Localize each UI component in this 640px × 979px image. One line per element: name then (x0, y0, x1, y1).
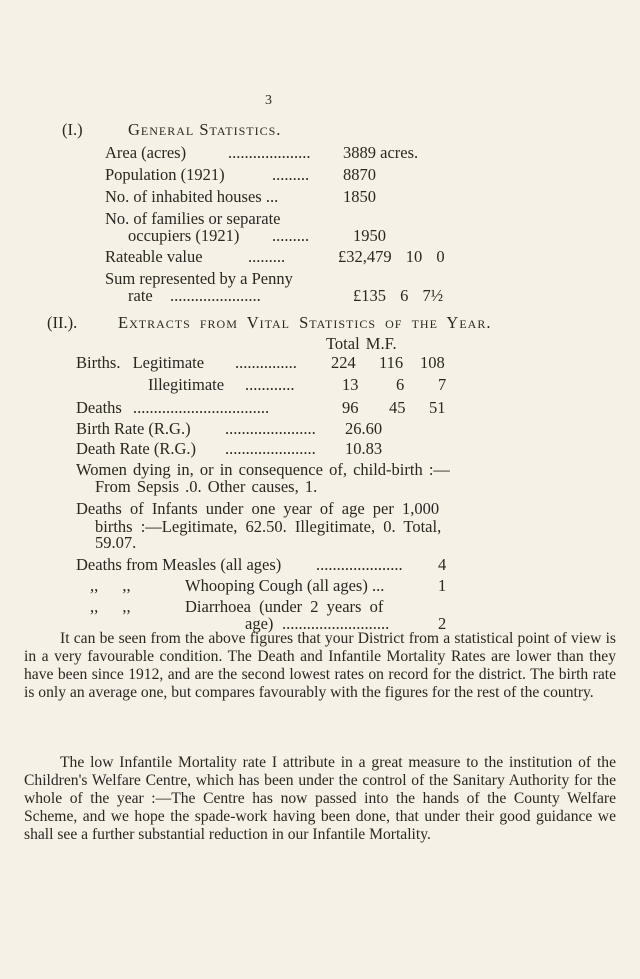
deaths-f: 51 (429, 398, 446, 417)
row-leader: ......... (272, 226, 310, 245)
row-leader: ...................... (170, 286, 261, 305)
body-text (24, 754, 616, 844)
deaths-label: Deaths (76, 398, 122, 417)
row-leader: ..................... (316, 555, 403, 574)
row-value-occupiers: 1950 (353, 226, 386, 245)
women-dying-line: Women dying in, or in consequence of, child-birth :— (76, 460, 450, 479)
birth-rate-label: Birth Rate (R.G.) (76, 419, 191, 438)
measles-label: Deaths from Measles (all ages) (76, 555, 282, 574)
row-value-penny-rate: £135 6 7½ (353, 286, 444, 305)
row-label-area: Area (acres) (105, 143, 187, 162)
whooping-cough-label: Whooping Cough (all ages) ... (185, 576, 385, 595)
row-label-penny: Sum represented by a Penny (105, 269, 293, 288)
measles-value: 4 (438, 555, 447, 574)
row-label-population: Population (1921) (105, 165, 225, 184)
body-text (24, 630, 616, 702)
row-leader: .......................... (282, 614, 390, 633)
section1-heading: General Statistics. (128, 120, 282, 139)
page-number: 3 (265, 93, 272, 108)
diarrhoea-ditto: ,, ,, (90, 597, 131, 616)
section2-number: (II.). (47, 313, 78, 332)
whooping-cough-value: 1 (438, 576, 447, 595)
death-rate-value: 10.83 (345, 439, 383, 458)
row-leader: ...................... (225, 439, 316, 458)
row-label-rateable: Rateable value (105, 247, 203, 266)
row-leader: ......... (248, 247, 286, 266)
diarrhoea-label: Diarrhoea (under 2 years of (185, 597, 384, 616)
births-illegitimate-total: 13 (342, 375, 359, 394)
row-leader: ............ (245, 375, 295, 394)
row-value-rateable: £32,479 10 0 (338, 247, 445, 266)
infant-deaths-line2: births :—Legitimate, 62.50. Illegitimate, 0. Total, (95, 517, 442, 536)
column-headers: Total M.F. (326, 334, 397, 353)
whooping-ditto: ,, ,, (90, 576, 131, 595)
births-illegitimate-label: Illegitimate (148, 375, 225, 394)
paragraph-2: The low Infantile Mortality rate I attribute in a great measure to the institution of the Children's Welfare Centre, which has been under the control of the Sanitary Authority for the whole of the year :—The Centre has now passed into the hands of the County Welfare Scheme, and we hope the spade-work having been done, that under their good guidance we shall see a further substantial reduction in our Infantile Mortality. (24, 754, 616, 843)
paragraph-1: It can be seen from the above figures that your District from a statistical point of view is in a very favourable condition. The Death and Infantile Mortality Rates are lower than they have been since 1912, and are the second lowest rates on record for the district. The birth rate is only an average one, but compares favourably with the figures for the rest of the country. (24, 630, 616, 701)
births-illegitimate-m: 6 (396, 375, 405, 394)
births-legitimate-m: 116 (379, 353, 404, 372)
row-value-houses: 1850 (343, 187, 376, 206)
births-legitimate-label: Births. Legitimate (76, 353, 205, 372)
row-value-area: 3889 acres. (343, 143, 419, 162)
deaths-total: 96 (342, 398, 359, 417)
diarrhoea-value: 2 (438, 614, 447, 633)
infant-deaths-line3: 59.07. (95, 533, 137, 552)
diarrhoea-label-age: age) (245, 614, 274, 633)
row-label-families: No. of families or separate (105, 209, 281, 228)
row-leader: .................... (228, 143, 311, 162)
row-value-population: 8870 (343, 165, 376, 184)
row-leader: ...................... (225, 419, 316, 438)
women-dying-causes: From Sepsis .0. Other causes, 1. (95, 477, 318, 496)
births-illegitimate-f: 7 (438, 375, 447, 394)
death-rate-label: Death Rate (R.G.) (76, 439, 197, 458)
row-label-occupiers: occupiers (1921) (128, 226, 240, 245)
row-label-rate: rate (128, 286, 153, 305)
row-leader: ............... (235, 353, 297, 372)
section1-number: (I.) (62, 120, 83, 139)
row-leader: ................................. (133, 398, 270, 417)
birth-rate-value: 26.60 (345, 419, 383, 438)
deaths-m: 45 (389, 398, 406, 417)
infant-deaths-line1: Deaths of Infants under one year of age per 1,000 (76, 499, 440, 518)
row-label-houses: No. of inhabited houses ... (105, 187, 279, 206)
births-legitimate-f: 108 (420, 353, 445, 372)
section2-heading: Extracts from Vital Statistics of the Year. (118, 313, 492, 332)
births-legitimate-total: 224 (331, 353, 356, 372)
row-leader: ......... (272, 165, 310, 184)
